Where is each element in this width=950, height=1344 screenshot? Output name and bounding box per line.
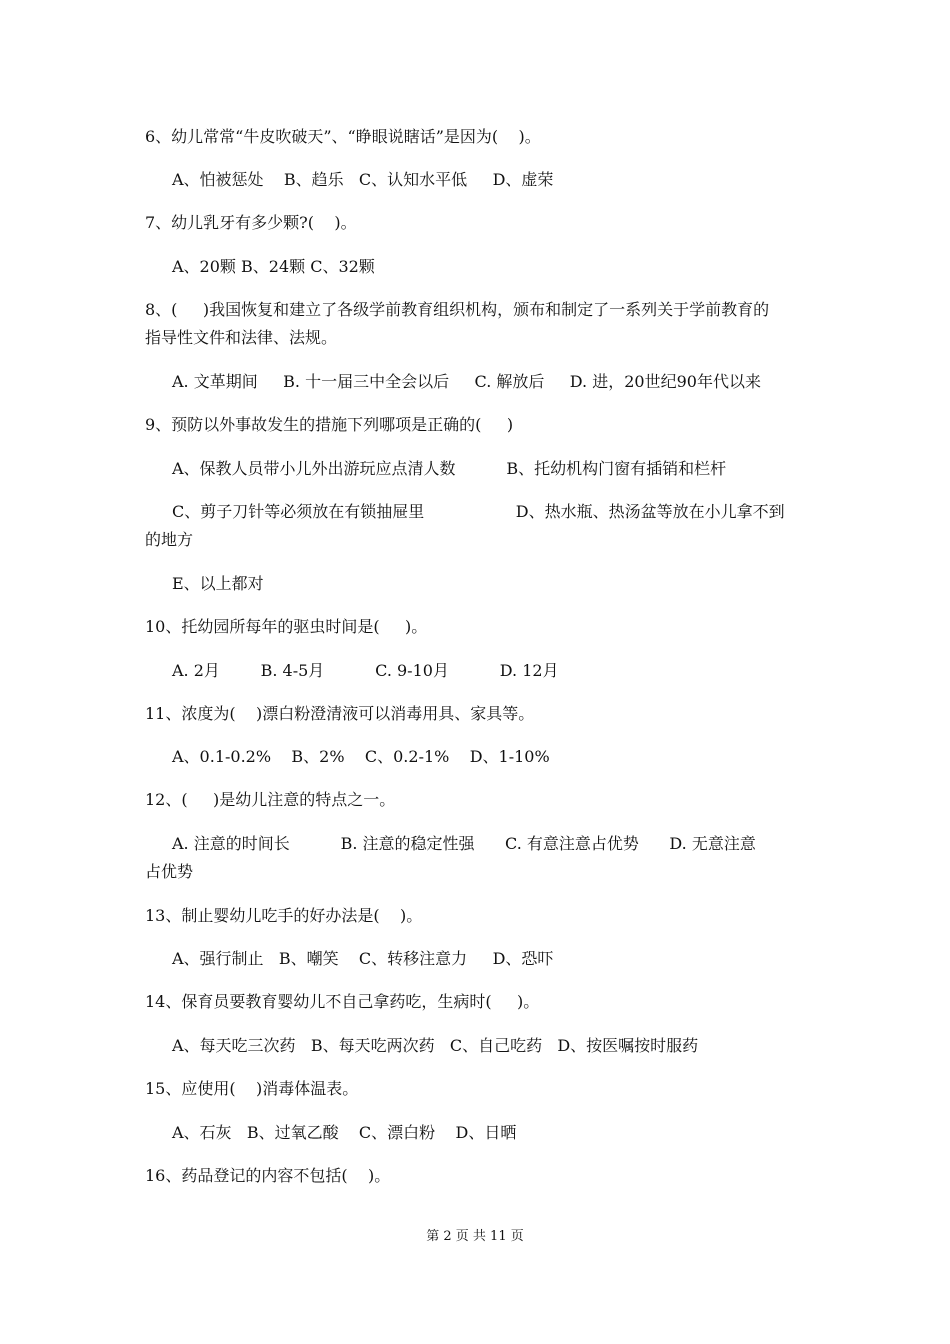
question-10-options: A. 2月 B. 4-5月 C. 9-10月 D. 12月 — [172, 661, 559, 680]
question-9-option-e: E、以上都对 — [172, 574, 264, 593]
question-8-continued: 指导性文件和法律、法规。 — [145, 328, 338, 347]
question-12: 12、( )是幼儿注意的特点之一。 — [145, 790, 396, 809]
question-16: 16、药品登记的内容不包括( )。 — [145, 1166, 391, 1185]
question-6-options: A、怕被惩处 B、趋乐 C、认知水平低 D、虚荣 — [172, 170, 554, 189]
question-11-options: A、0.1-0.2% B、2% C、0.2-1% D、1-10% — [172, 747, 550, 766]
question-9-options-ab: A、保教人员带小儿外出游玩应点清人数 B、托幼机构门窗有插销和栏杆 — [172, 459, 727, 478]
question-15: 15、应使用( )消毒体温表。 — [145, 1079, 359, 1098]
question-8: 8、( )我国恢复和建立了各级学前教育组织机构，颁布和制定了一系列关于学前教育的 — [145, 300, 770, 319]
question-15-options: A、石灰 B、过氧乙酸 C、漂白粉 D、日晒 — [172, 1123, 517, 1142]
question-7-options: A、20颗 B、24颗 C、32颗 — [172, 257, 375, 276]
question-13-options: A、强行制止 B、嘲笑 C、转移注意力 D、恐吓 — [172, 949, 554, 968]
question-9-option-d-wrap: 的地方 — [145, 530, 194, 549]
question-12-options: A. 注意的时间长 B. 注意的稳定性强 C. 有意注意占优势 D. 无意注意 — [172, 834, 756, 853]
question-9: 9、预防以外事故发生的措施下列哪项是正确的( ) — [145, 415, 514, 434]
question-8-options: A. 文革期间 B. 十一届三中全会以后 C. 解放后 D. 进，20世纪90年代以来 — [172, 372, 761, 391]
page-footer: 第 2 页 共 11 页 — [426, 1229, 524, 1244]
question-10: 10、托幼园所每年的驱虫时间是( )。 — [145, 617, 428, 636]
question-7: 7、幼儿乳牙有多少颗?( )。 — [145, 213, 357, 232]
question-12-option-d-wrap: 占优势 — [145, 862, 194, 881]
question-14: 14、保育员要教育婴幼儿不自己拿药吃，生病时( )。 — [145, 992, 540, 1011]
question-6: 6、幼儿常常“牛皮吹破天”、“睁眼说瞎话”是因为( )。 — [145, 127, 541, 146]
question-9-options-cd: C、剪子刀针等必须放在有锁抽屉里 D、热水瓶、热汤盆等放在小儿拿不到 — [172, 502, 785, 521]
question-13: 13、制止婴幼儿吃手的好办法是( )。 — [145, 906, 423, 925]
question-11: 11、浓度为( )漂白粉澄清液可以消毒用具、家具等。 — [145, 704, 535, 723]
question-14-options: A、每天吃三次药 B、每天吃两次药 C、自己吃药 D、按医嘱按时服药 — [172, 1036, 699, 1055]
